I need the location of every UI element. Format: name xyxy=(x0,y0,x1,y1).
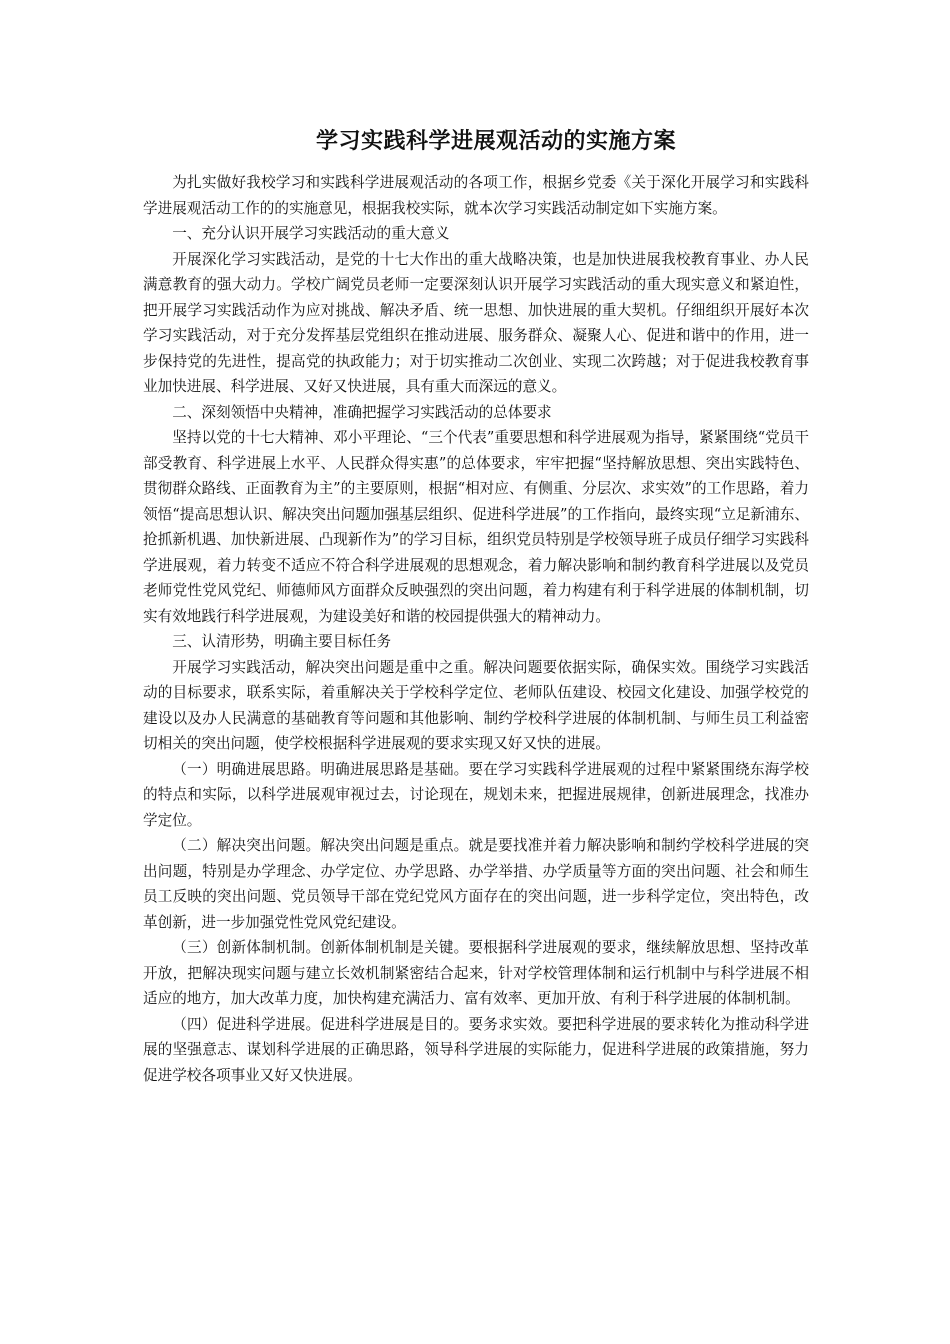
task-item-3: （三）创新体制机制。创新体制机制是关键。要根据科学进展观的要求，继续解放思想、坚持改革开放，把解决现实问题与建立长效机制紧密结合起来，针对学校管理体制和运行机制中与科学进展不相适应的地方，加大改革力度，加快构建充满活力、富有效率、更加开放、有利于科学进展的体制机制。 xyxy=(143,939,809,1007)
section-body-2: 坚持以党的十七大精神、邓小平理论、“三个代表”重要思想和科学进展观为指导，紧紧围绕“党员干部受教育、科学进展上水平、人民群众得实惠”的总体要求，牢牢把握“坚持解放思想、突出实践特色、贯彻群众路线、正面教育为主”的主要原则，根据“相对应、有侧重、分层次、求实效”的工作思路，着力领悟“提高思想认识、解决突出问题加强基层组织、促进科学进展”的工作指向，最终实现“立足新浦东、抢抓新机遇、加快新进展、凸现新作为”的学习目标，组织党员特别是学校领导班子成员仔细学习实践科学进展观，着力转变不适应不符合科学进展观的思想观念，着力解决影响和制约教育科学进展以及党员老师党性党风党纪、师德师风方面群众反映强烈的突出问题，着力构建有利于科学进展的体制机制，切实有效地践行科学进展观，为建设美好和谐的校园提供强大的精神动力。 xyxy=(143,429,809,625)
task-item-1: （一）明确进展思路。明确进展思路是基础。要在学习实践科学进展观的过程中紧紧围绕东海学校的特点和实际，以科学进展观审视过去，讨论现在，规划未来，把握进展规律，创新进展理念，找准办学定位。 xyxy=(143,760,809,829)
section-body-3: 开展学习实践活动，解决突出问题是重中之重。解决问题要依据实际，确保实效。围绕学习实践活动的目标要求，联系实际，着重解决关于学校科学定位、老师队伍建设、校园文化建设、加强学校党的建设以及办人民满意的基础教育等问题和其他影响、制约学校科学进展的体制机制、与师生员工利益密切相关的突出问题，使学校根据科学进展观的要求实现又好又快的进展。 xyxy=(143,658,809,752)
section-body-1: 开展深化学习实践活动，是党的十七大作出的重大战略决策，也是加快进展我校教育事业、办人民满意教育的强大动力。学校广阔党员老师一定要深刻认识开展学习实践活动的重大现实意义和紧迫性，把开展学习实践活动作为应对挑战、解决矛盾、统一思想、加快进展的重大契机。仔细组织开展好本次学习实践活动，对于充分发挥基层党组织在推动进展、服务群众、凝聚人心、促进和谐中的作用，进一步保持党的先进性，提高党的执政能力；对于切实推动二次创业、实现二次跨越；对于促进我校教育事业加快进展、科学进展、又好又快进展，具有重大而深远的意义。 xyxy=(143,250,809,395)
section-heading-1: 一、充分认识开展学习实践活动的重大意义 xyxy=(172,225,450,242)
section-heading-3: 三、认清形势，明确主要目标任务 xyxy=(172,633,392,650)
task-item-4: （四）促进科学进展。促进科学进展是目的。要务求实效。要把科学进展的要求转化为推动科学进展的坚强意志、谋划科学进展的正确思路，领导科学进展的实际能力，促进科学进展的政策措施，努力促进学校各项事业又好又快进展。 xyxy=(143,1015,809,1084)
task-item-2: （二）解决突出问题。解决突出问题是重点。就是要找准并着力解决影响和制约学校科学进展的突出问题，特别是办学理念、办学定位、办学思路、办学举措、办学质量等方面的突出问题、社会和师生员工反映的突出问题、党员领导干部在党纪党风方面存在的突出问题，进一步科学定位，突出特色，改革创新，进一步加强党性党风党纪建设。 xyxy=(143,837,809,931)
document-title: 学习实践科学进展观活动的实施方案 xyxy=(315,129,676,154)
intro-paragraph: 为扎实做好我校学习和实践科学进展观活动的各项工作，根据乡党委《关于深化开展学习和实践科学进展观活动工作的的实施意见，根据我校实际，就本次学习实践活动制定如下实施方案。 xyxy=(143,174,809,217)
section-heading-2: 二、深刻领悟中央精神，准确把握学习实践活动的总体要求 xyxy=(172,403,552,421)
document-page xyxy=(143,128,809,1088)
